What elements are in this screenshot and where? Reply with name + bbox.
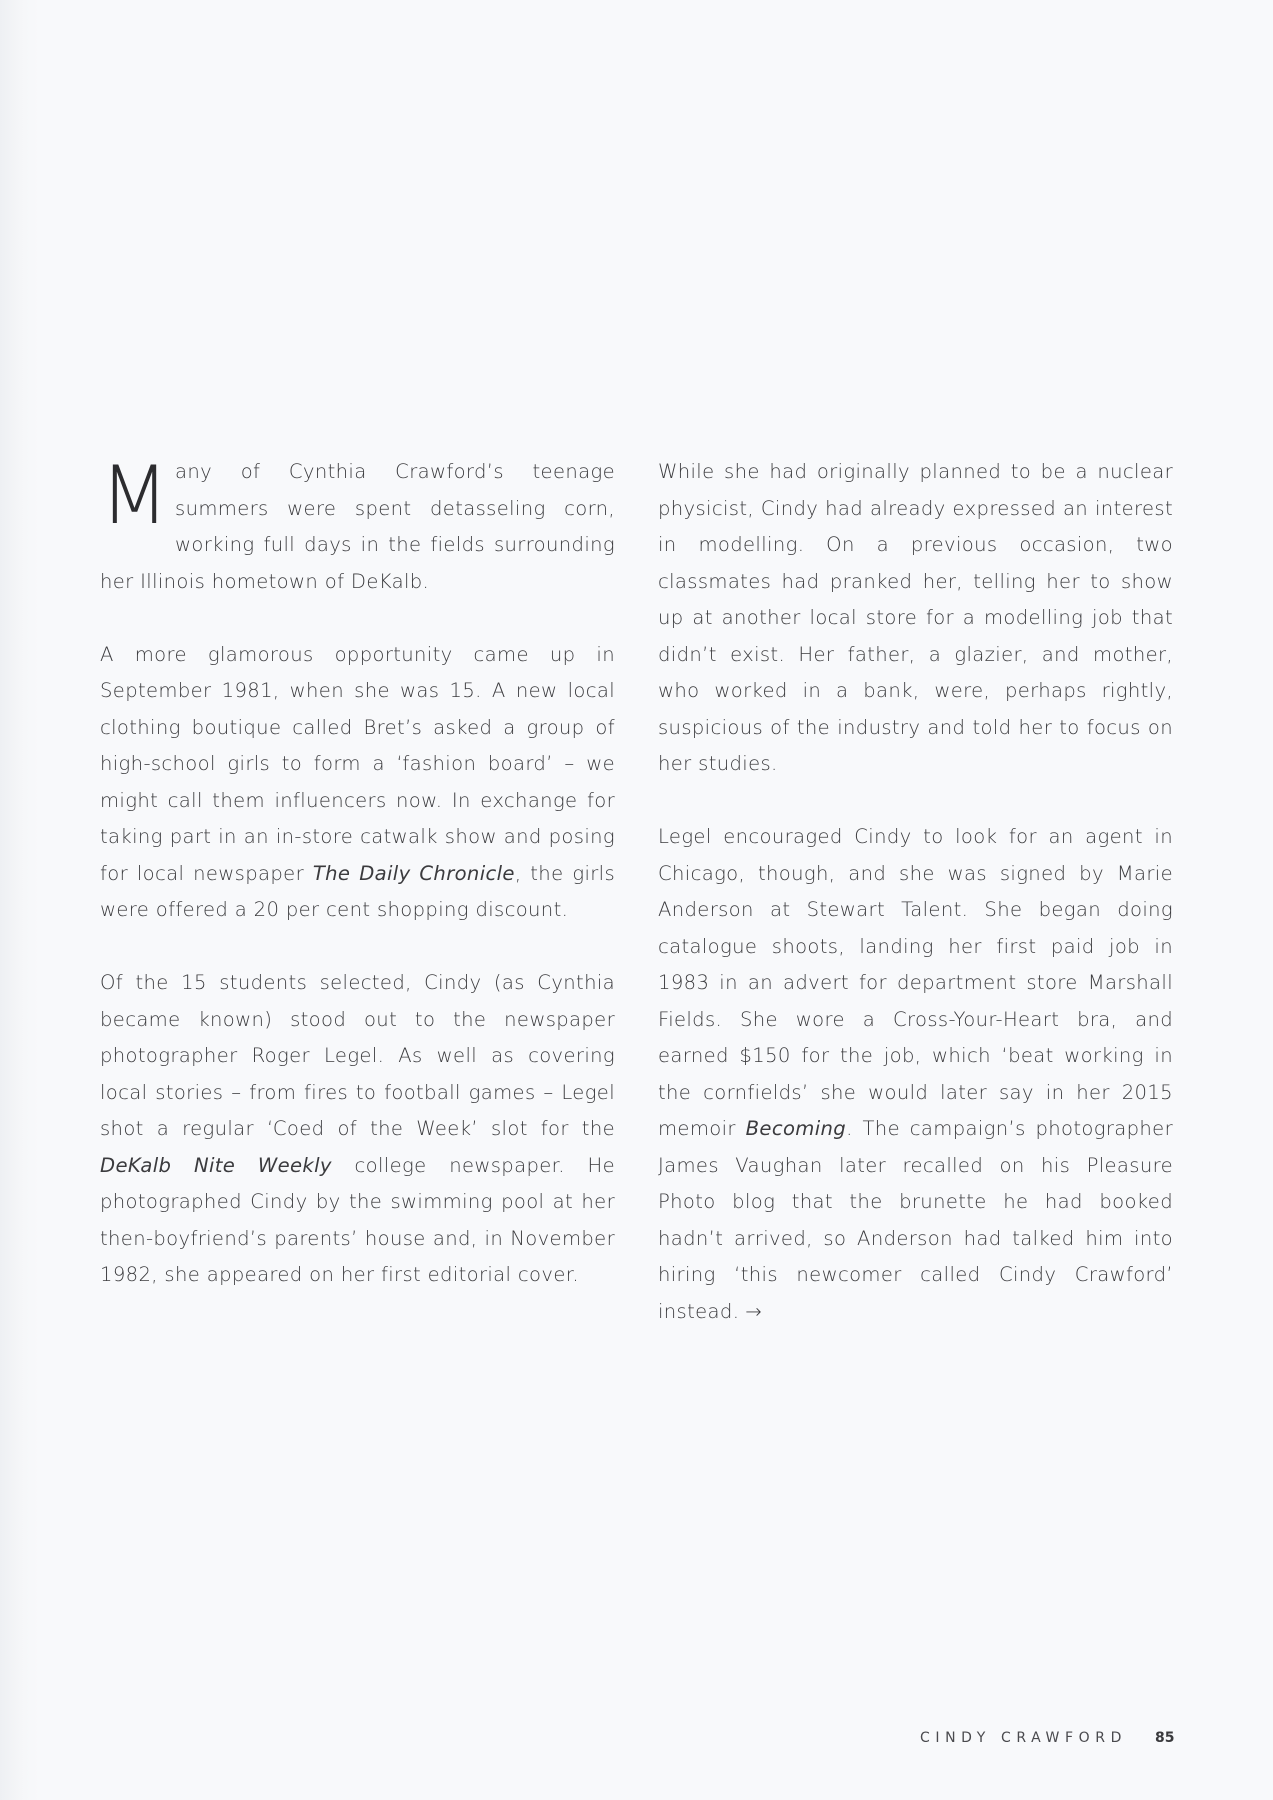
paragraph bbox=[100, 965, 615, 1294]
article-column-left bbox=[100, 449, 615, 1294]
publication-title: The Daily Chronicle bbox=[312, 861, 515, 885]
paragraph-text: college newspaper. He photographed Cindy by the swimming pool at her then-boyfriend’s parents’ house and, in November 1982, she appeared on her first editorial cover. bbox=[100, 1153, 615, 1286]
paragraph-text: . The campaign’s photographer James Vaughan later recalled on his Pleasure Photo blog that the brunette he had booked hadn’t arrived, so Anderson had talked him into hiring ‘this newcomer called Cindy Crawford’ instead. bbox=[658, 1117, 1173, 1323]
paragraph bbox=[658, 819, 1173, 1330]
paragraph-text: any of Cynthia Crawford’s teenage summers were spent detasseling corn, working full days in the fields surrounding her Illinois hometown of DeKalb. bbox=[100, 460, 615, 593]
paragraph-text: , the girls were offered a 20 per cent shopping discount. bbox=[100, 861, 615, 921]
paragraph-text: Legel encouraged Cindy to look for an agent in Chicago, though, and she was signed by Marie Anderson at Stewart Talent. She began doing catalogue shoots, landing her first paid job in 1983 in an advert for department store Marshall Fields. She wore a Cross-Your-Heart bra, and earned $150 for the job, which ‘beat working in the cornfields’ she would later say in her 2015 memoir bbox=[658, 825, 1173, 1140]
publication-title: DeKalb Nite Weekly bbox=[100, 1153, 332, 1177]
book-title: Becoming bbox=[745, 1117, 847, 1140]
paragraph bbox=[658, 454, 1173, 783]
drop-cap: M bbox=[100, 449, 170, 542]
paragraph-text: A more glamorous opportunity came up in September 1981, when she was 15. A new local clothing boutique called Bret’s asked a group of high-school girls to form a ‘fashion board’ – we might call them influencers now. In exchange for taking part in an in-store catwalk show and posing for local newspaper bbox=[100, 642, 615, 885]
continue-arrow-icon: → bbox=[745, 1299, 763, 1323]
page-footer bbox=[920, 1730, 1174, 1746]
paragraph bbox=[100, 637, 615, 929]
article-column-right bbox=[658, 454, 1173, 1330]
paragraph-text: Of the 15 students selected, Cindy (as Cynthia became known) stood out to the newspaper photographer Roger Legel. As well as covering local stories – from fires to football games – Legel shot a regular ‘Coed of the Week’ slot for the bbox=[100, 971, 615, 1140]
page-number: 85 bbox=[1154, 1730, 1175, 1746]
paragraph-text: While she had originally planned to be a nuclear physicist, Cindy had already expressed an interest in modelling. On a previous occasion, two classmates had pranked her, telling her to show up at another local store for a modelling job that didn’t exist. Her father, a glazier, and mother, who worked in a bank, were, perhaps rightly, suspicious of the industry and told her to focus on her studies. bbox=[658, 460, 1173, 775]
paragraph bbox=[100, 449, 615, 600]
page-gutter-shadow bbox=[0, 0, 40, 1800]
running-title: CINDY CRAWFORD bbox=[920, 1730, 1127, 1746]
